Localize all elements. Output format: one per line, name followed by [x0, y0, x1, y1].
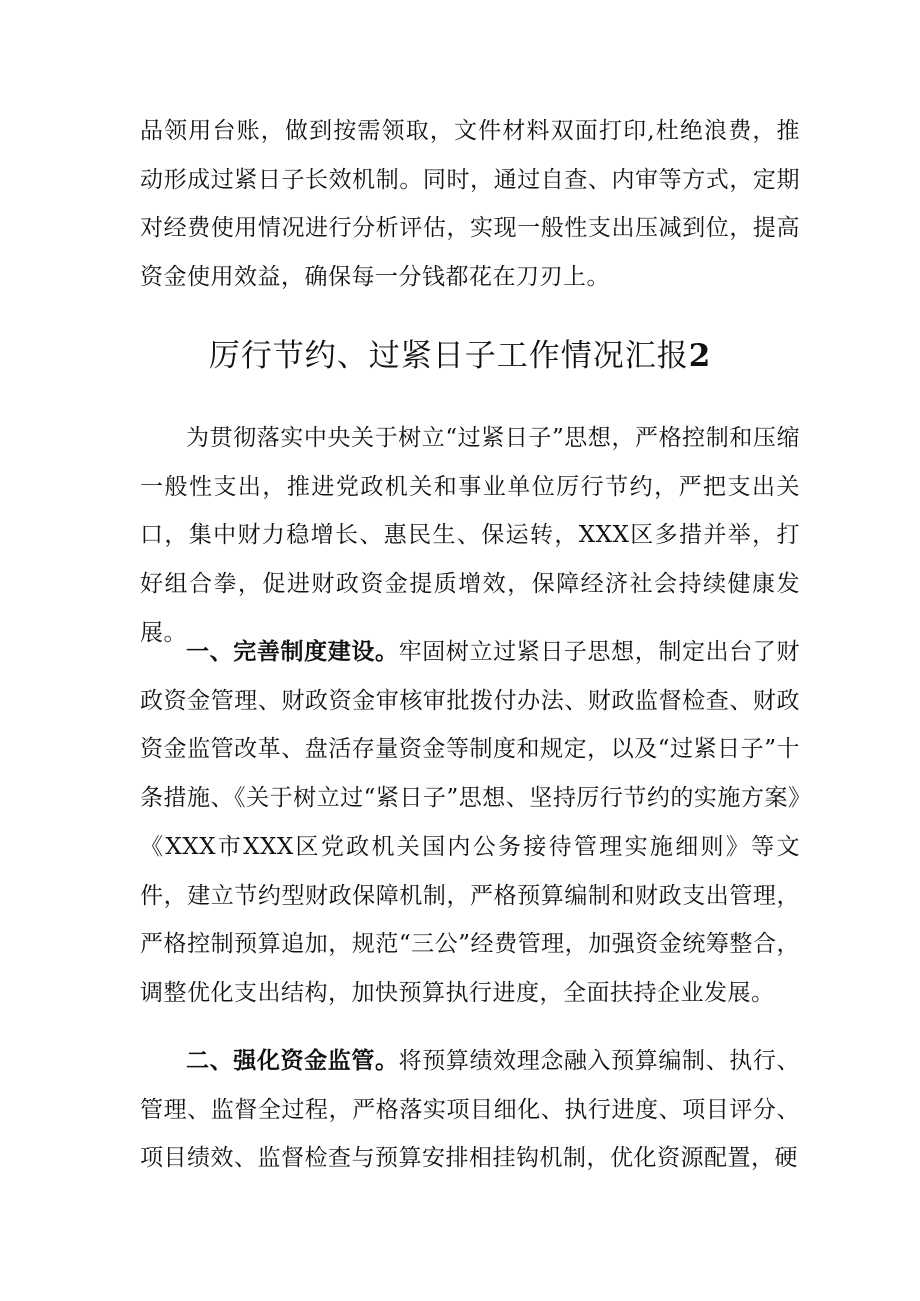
section-2-body: 将预算绩效理念融入预算编制、执行、管理、监督全过程，严格落实项目细化、执行进度、项目评分、项目绩效、监督检查与预算安排相挂钩机制，优化资源配置，硬	[140, 1048, 801, 1172]
paragraph-continuation: 品领用台账，做到按需领取，文件材料双面打印,杜绝浪费，推动形成过紧日子长效机制。同时，通过自查、内审等方式，定期对经费使用情况进行分析评估，实现一般性支出压减到位，提高资金使用效益，确保每一分钱都花在刀刃上。	[140, 118, 800, 291]
report-title-text: 厉行节约、过紧日子工作情况汇报	[208, 338, 689, 374]
section-1-paragraph	[140, 628, 800, 1018]
section-2-heading: 二、强化资金监管。	[186, 1047, 399, 1074]
section-1-body: 牢固树立过紧日子思想，制定出台了财政资金管理、财政资金审核审批拨付办法、财政监督检查、财政资金监管改革、盘活存量资金等制度和规定，以及“过紧日子”十条措施、《关于树立过“紧日子”思想、坚持厉行节约的实施方案》《XXX市XXX区党政机关国内公务接待管理实施细则》等文件，建立节约型财政保障机制，严格预算编制和财政支出管理，严格控制预算追加，规范“三公”经费管理，加强资金统筹整合，调整优化支出结构，加快预算执行进度，全面扶持企业发展。	[140, 639, 801, 1006]
report-title	[0, 336, 920, 376]
report-title-number: 2	[688, 338, 712, 374]
section-1-heading: 一、完善制度建设。	[186, 638, 399, 665]
intro-paragraph: 为贯彻落实中央关于树立“过紧日子”思想，严格控制和压缩一般性支出，推进党政机关和事业单位厉行节约，严把支出关口，集中财力稳增长、惠民生、保运转，XXX区多措并举，打好组合拳，促进财政资金提质增效，保障经济社会持续健康发展。	[140, 425, 800, 646]
section-2-paragraph	[140, 1037, 800, 1183]
